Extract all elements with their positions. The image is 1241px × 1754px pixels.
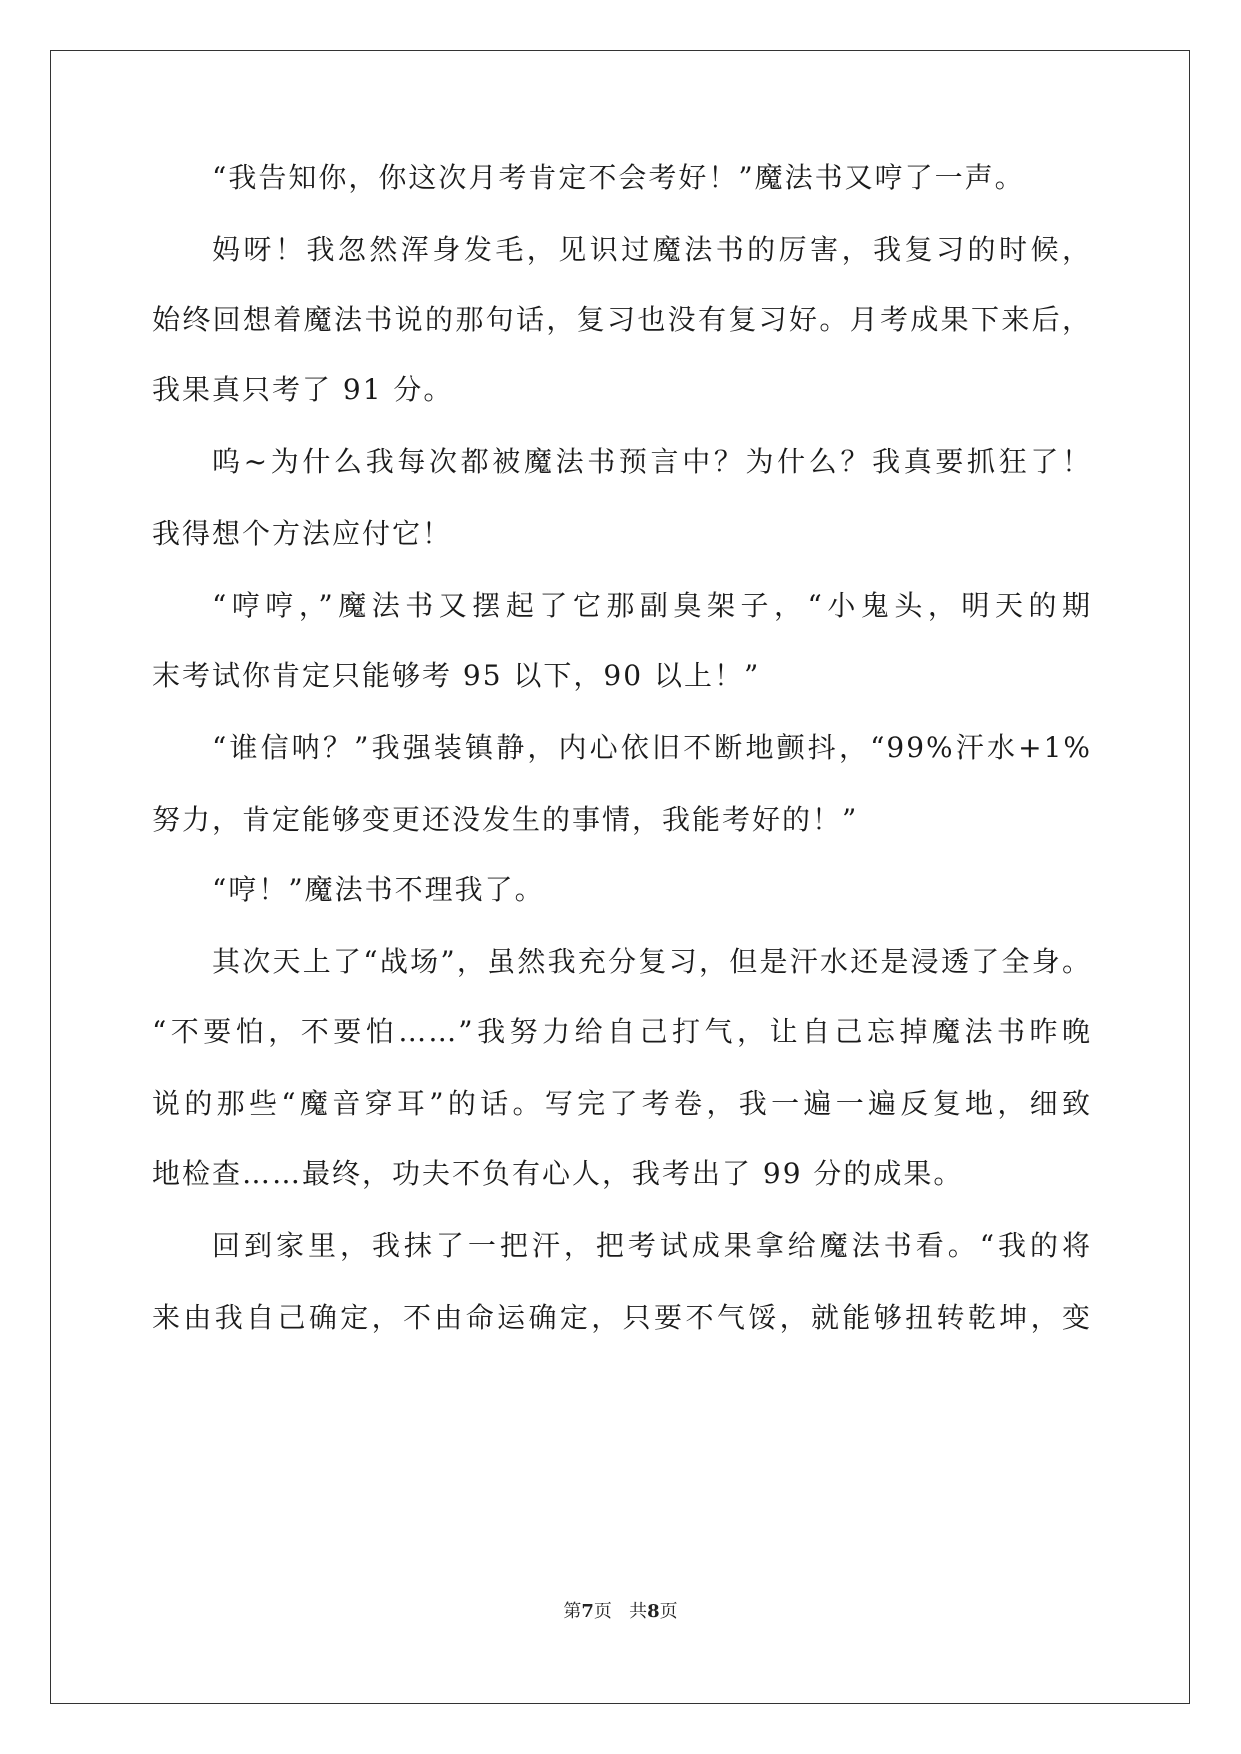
footer-total-prefix: 共: [629, 1601, 648, 1622]
paragraph-line: “哼哼，”魔法书又摆起了它那副臭架子，“小鬼头，明天的期: [212, 589, 1092, 622]
paragraph-line: 说的那些“魔音穿耳”的话。写完了考卷，我一遍一遍反复地，细致: [152, 1087, 1092, 1120]
paragraph-line: 始终回想着魔法书说的那句话，复习也没有复习好。月考成果下来后，: [152, 303, 1092, 336]
paragraph-line: “哼！”魔法书不理我了。: [212, 873, 545, 906]
paragraph-line: 末考试你肯定只能够考 95 以下，90 以上！”: [152, 659, 761, 692]
total-pages-number: 8: [647, 1601, 660, 1622]
paragraph-line: 回到家里，我抹了一把汗，把考试成果拿给魔法书看。“我的将: [212, 1229, 1092, 1262]
paragraph-line: 地检查……最终，功夫不负有心人，我考出了 99 分的成果。: [152, 1157, 964, 1190]
footer-total-suffix: 页: [659, 1601, 678, 1622]
paragraph-line: 呜~为什么我每次都被魔法书预言中？为什么？我真要抓狂了！: [212, 445, 1092, 478]
paragraph-line: 我果真只考了 91 分。: [152, 373, 454, 406]
page-number-footer: [0, 1600, 1241, 1624]
paragraph-line: “谁信呐？”我强装镇静，内心依旧不断地颤抖，“99%汗水+1%: [212, 731, 1092, 764]
paragraph-line: 其次天上了“战场”，虽然我充分复习，但是汗水还是浸透了全身。: [212, 945, 1092, 978]
paragraph-line: 努力，肯定能够变更还没发生的事情，我能考好的！”: [152, 803, 859, 836]
footer-page-word: 页: [593, 1601, 612, 1622]
paragraph-line: 妈呀！我忽然浑身发毛，见识过魔法书的厉害，我复习的时候，: [212, 233, 1092, 266]
footer-prefix: 第: [563, 1601, 582, 1622]
paragraph-line: “不要怕，不要怕……”我努力给自己打气，让自己忘掉魔法书昨晚: [152, 1015, 1092, 1048]
paragraph-line: 我得想个方法应付它！: [152, 517, 453, 550]
paragraph-line: “我告知你，你这次月考肯定不会考好！”魔法书又哼了一声。: [212, 161, 1025, 194]
paragraph-line: 来由我自己确定，不由命运确定，只要不气馁，就能够扭转乾坤，变: [152, 1301, 1092, 1334]
current-page-number: 7: [581, 1601, 594, 1622]
